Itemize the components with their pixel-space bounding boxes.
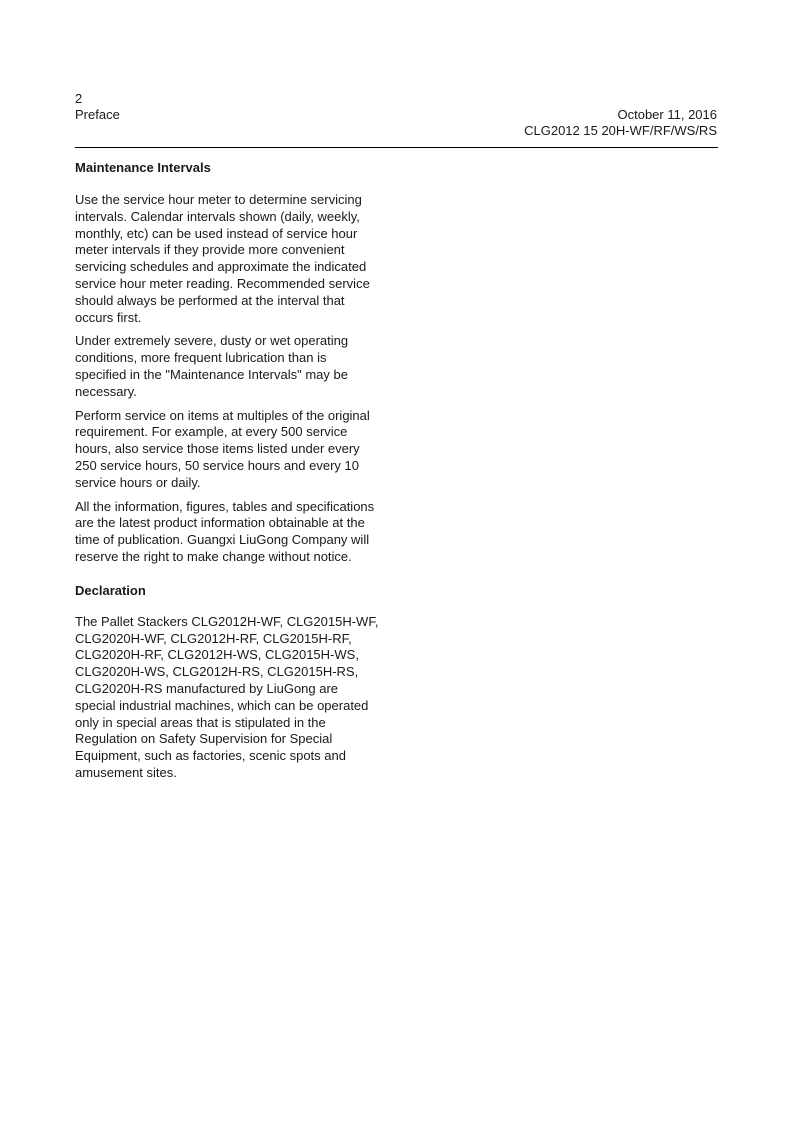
page-number: 2 bbox=[75, 91, 83, 106]
header-model: CLG2012 15 20H-WF/RF/WS/RS bbox=[524, 123, 717, 138]
declaration-paragraph: The Pallet Stackers CLG2012H-WF, CLG2015H-WF, CLG2020H-WF, CLG2012H-RF, CLG2015H-RF, CLG2020H-RF, CLG2012H-WS, CLG2015H-WS, CLG2020H-WS, CLG2012H-RS, CLG2015H-RS, CLG2020H-RS manufactured by LiuGong are special industrial machines, which can be operated only in special areas that is stipulated in the Regulation on Safety Supervision for Special Equipment, such as factories, scenic spots and amusement sites. bbox=[75, 613, 379, 780]
header-divider bbox=[75, 147, 718, 148]
declaration-heading: Declaration bbox=[75, 582, 146, 598]
main-content bbox=[75, 158, 380, 789]
maintenance-paragraph: All the information, figures, tables and specifications are the latest product information obtainable at the time of publication. Guangxi LiuGong Company will reserve the right to make change without notice. bbox=[75, 498, 375, 564]
maintenance-paragraph: Use the service hour meter to determine servicing intervals. Calendar intervals shown (daily, weekly, monthly, etc) can be used instead of service hour meter intervals if they provide more convenient servicing schedules and approximate the indicated service hour meter reading. Recommended service should always be performed at the interval that occurs first. bbox=[75, 192, 370, 325]
section-name: Preface bbox=[75, 107, 120, 122]
maintenance-paragraph: Under extremely severe, dusty or wet operating conditions, more frequent lubrication than is specified in the "Maintenance Intervals" may be necessary. bbox=[75, 333, 349, 399]
maintenance-paragraph: Perform service on items at multiples of the original requirement. For example, at every 500 service hours, also service those items listed under every 250 service hours, 50 service hours and every 10 service hours or daily. bbox=[75, 407, 370, 490]
header-date: October 11, 2016 bbox=[617, 107, 717, 122]
maintenance-intervals-heading: Maintenance Intervals bbox=[75, 160, 211, 175]
